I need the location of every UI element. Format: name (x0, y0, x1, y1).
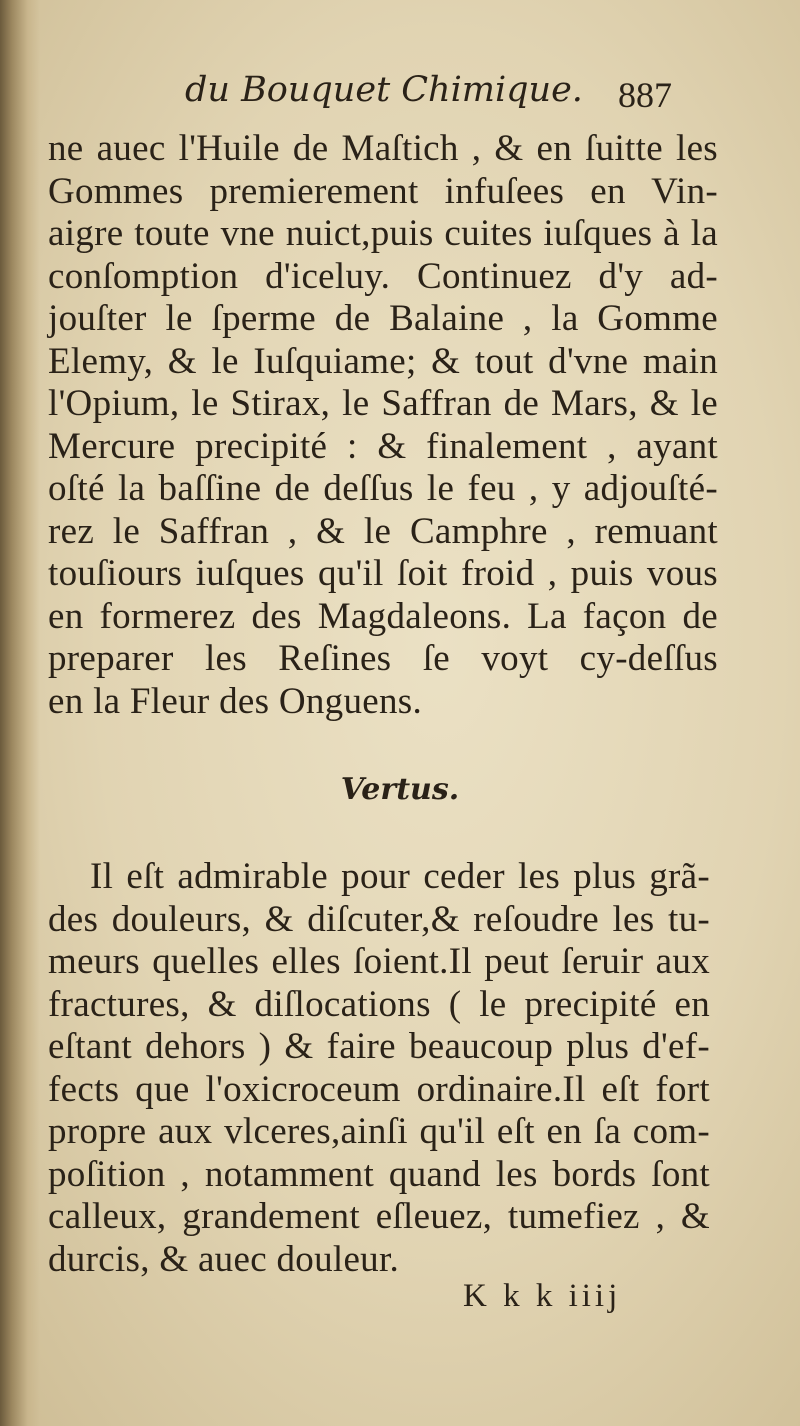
text-line: fractures, & diſlocations ( le precipité en (48, 983, 710, 1025)
signature-mark: K k k iiij (463, 1278, 622, 1314)
text-line: Gommes premierement infuſees en Vin- (48, 170, 718, 212)
page-gutter-shadow (0, 0, 40, 1426)
text-line: Elemy, & le Iuſquiame; & tout d'vne main (48, 340, 718, 382)
running-head: du Bouquet Chimique. (185, 70, 583, 110)
text-line: meurs quelles elles ſoient.Il peut ſeruir aux (48, 941, 710, 982)
text-line: durcis, & auec douleur. (48, 1238, 400, 1280)
text-line: oſté la baſſine de deſſus le feu , y adjouſté- (48, 468, 718, 509)
recipe-paragraph (48, 128, 718, 723)
page-number: 887 (618, 75, 672, 115)
text-line: calleux, grandement eſleuez, tumefiez , & (48, 1196, 710, 1237)
page-header (0, 70, 800, 130)
text-line: Il eſt admirable pour ceder les plus grã- (90, 856, 710, 897)
text-line: des douleurs, & diſcuter,& reſoudre les tu- (48, 898, 710, 940)
text-line: fects que l'oxicroceum ordinaire.Il eſt fort (48, 1068, 710, 1110)
text-line: preparer les Reſines ſe voyt cy-deſſus (48, 638, 718, 679)
text-line: aigre toute vne nuict,puis cuites iuſques à la (48, 213, 718, 254)
text-line: propre aux vlceres,ainſi qu'il eſt en ſa com- (48, 1111, 710, 1152)
text-line: jouſter le ſperme de Balaine , la Gomme (48, 298, 718, 339)
text-line: eſtant dehors ) & faire beaucoup plus d'ef- (48, 1026, 710, 1067)
text-line: l'Opium, le Stirax, le Saffran de Mars, & le (48, 383, 718, 424)
text-line: conſomption d'iceluy. Continuez d'y ad- (48, 255, 718, 297)
text-line: en formerez des Magdaleons. La façon de (48, 595, 718, 637)
text-line: rez le Saffran , & le Camphre , remuant (48, 510, 718, 552)
text-line: Mercure precipité : & finalement , ayant (48, 425, 718, 467)
text-line: touſiours iuſques qu'il ſoit froid , puis vous (48, 553, 718, 594)
section-heading: Vertus. (340, 772, 460, 807)
virtues-paragraph (48, 856, 710, 1281)
text-line: poſition , notamment quand les bords ſont (48, 1153, 710, 1195)
text-line: ne auec l'Huile de Maſtich , & en ſuitte les (48, 128, 718, 169)
text-line: en la Fleur des Onguens. (48, 680, 423, 722)
